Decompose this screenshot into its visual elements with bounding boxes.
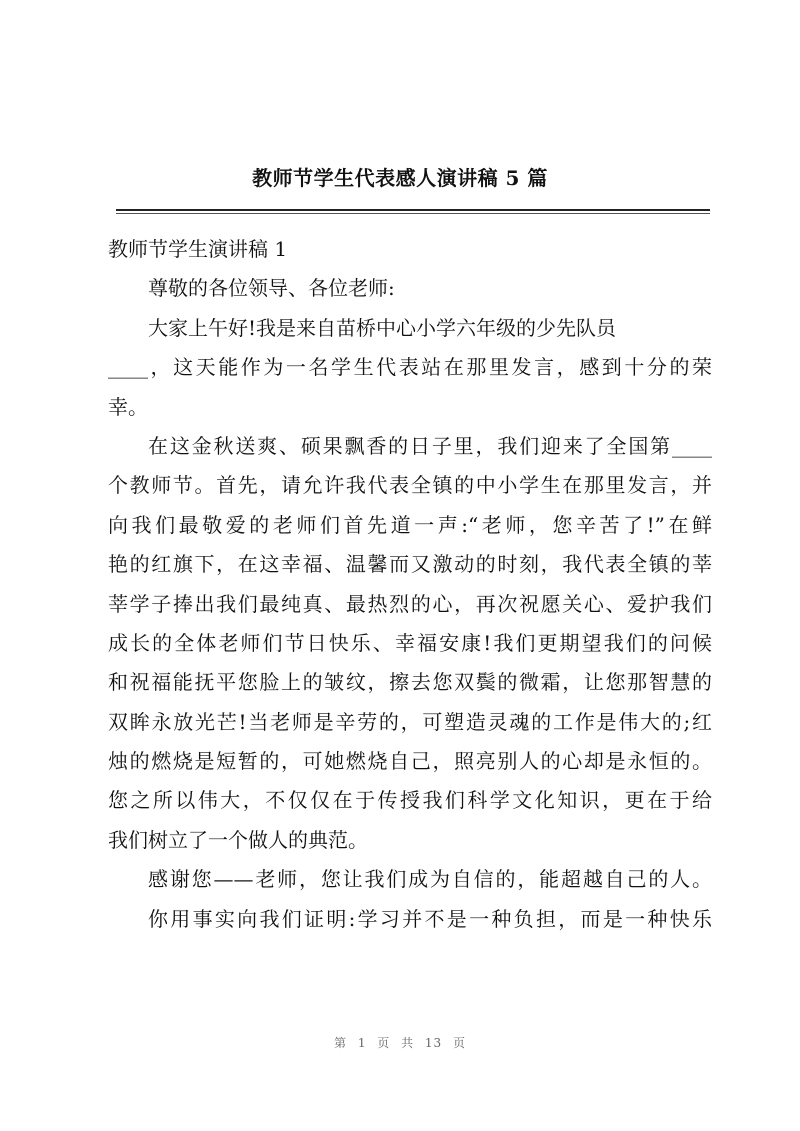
document-body [108,230,712,939]
title-divider [116,209,710,211]
text-line: 烛的燃烧是短暂的，可她燃烧自己，照亮别人的心却是永恒的。 [108,749,712,774]
text-line: 莘学子捧出我们最纯真、最热烈的心，再次祝愿关心、爱护我们 [108,591,712,616]
page-title: 教师节学生代表感人演讲稿 5 篇 [252,166,548,190]
text-line: 我们树立了一个做人的典范。 [108,827,368,852]
text-line: 尊敬的各位领导、各位老师: [148,276,395,301]
text-line: 成长的全体老师们节日快乐、幸福安康!我们更期望我们的问候 [108,630,712,655]
text-line: 和祝福能抚平您脸上的皱纹，擦去您双鬓的微霜，让您那智慧的 [108,670,712,695]
text-line: 幸。 [108,394,148,419]
title-divider-thin [116,213,710,214]
text-line: 在这金秋送爽、硕果飘香的日子里，我们迎来了全国第____ [148,433,712,458]
page-footer: 第 1 页 共 13 页 [334,1036,466,1050]
text-line: 感谢您——老师，您让我们成为自信的，能超越自己的人。 [148,867,712,892]
text-line: 大家上午好!我是来自苗桥中心小学六年级的少先队员 [148,315,617,340]
text-line: 你用事实向我们证明:学习并不是一种负担，而是一种快乐 [148,906,712,931]
text-line: 向我们最敬爱的老师们首先道一声:“老师，您辛苦了!”在鲜 [108,512,712,537]
text-line: ____，这天能作为一名学生代表站在那里发言，感到十分的荣 [108,355,712,380]
text-line: 您之所以伟大，不仅仅在于传授我们科学文化知识，更在于给 [108,788,712,813]
text-line: 艳的红旗下，在这幸福、温馨而又激动的时刻，我代表全镇的莘 [108,552,712,577]
text-line: 个教师节。首先，请允许我代表全镇的中小学生在那里发言，并 [108,473,712,498]
text-line: 双眸永放光芒!当老师是辛劳的，可塑造灵魂的工作是伟大的;红 [108,709,712,734]
section-heading: 教师节学生演讲稿 1 [108,237,288,261]
